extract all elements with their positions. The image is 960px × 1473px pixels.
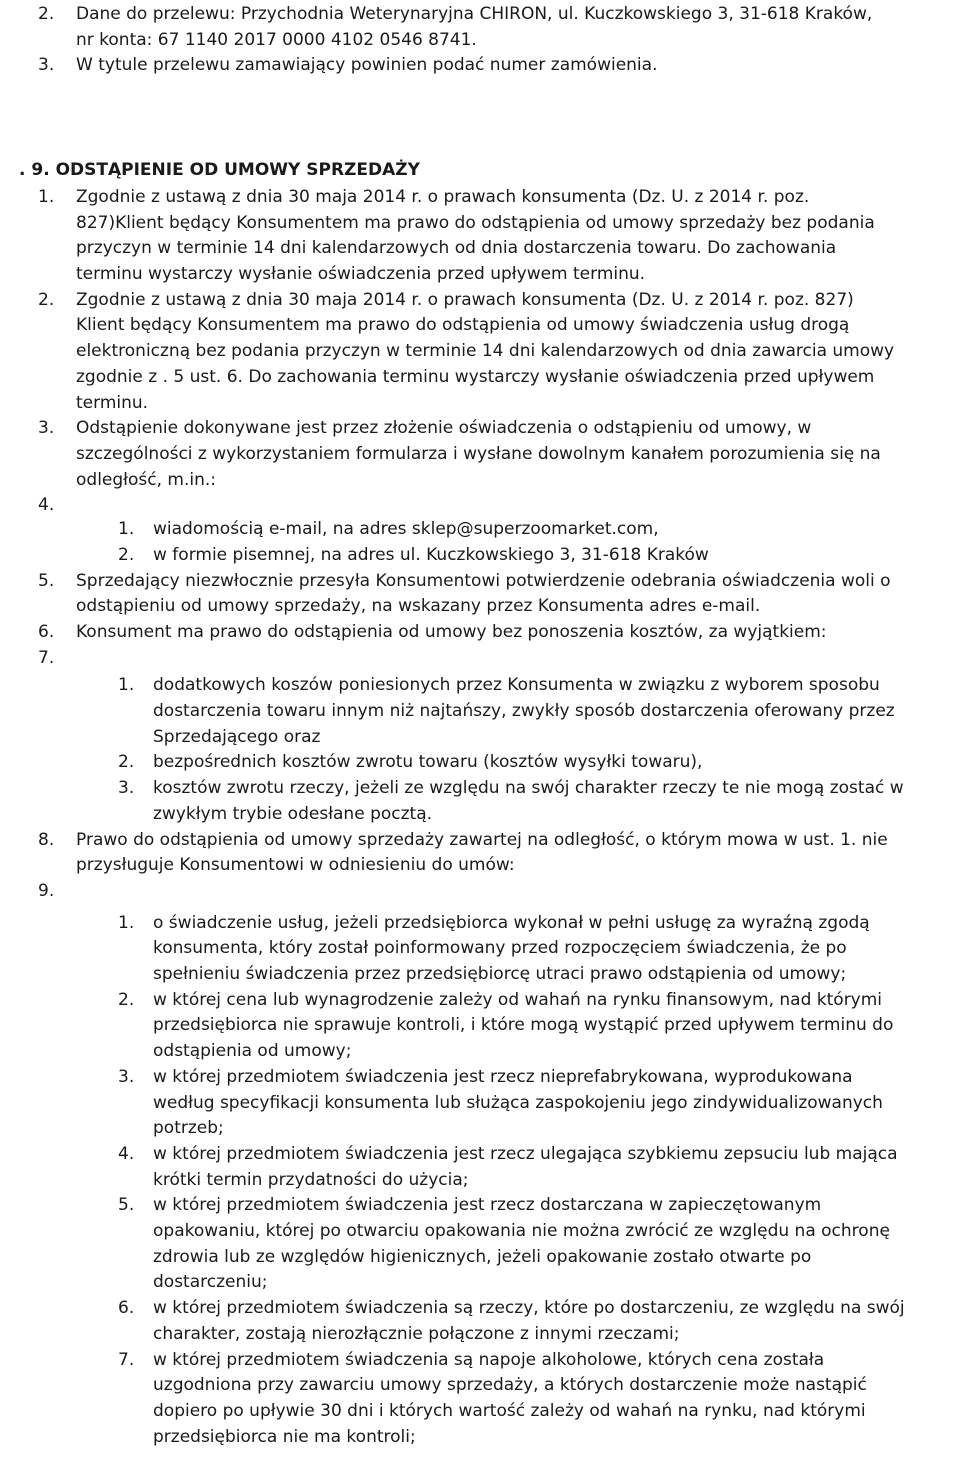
list-item-text-line: Prawo do odstąpienia od umowy sprzedaży zawartej na odległość, o którym mowa w ust. 1. nie [76, 830, 888, 850]
list-item-text-line: terminu. [76, 393, 149, 413]
list-item-number: 8. [38, 830, 55, 850]
sublist-item-text-line: krótki termin przydatności do użycia; [153, 1170, 469, 1190]
list-item-text-line: Odstąpienie dokonywane jest przez złożenie oświadczenia o odstąpieniu od umowy, w [76, 418, 812, 438]
sublist-item-text-line: kosztów zwrotu rzeczy, jeżeli ze względu na swój charakter rzeczy te nie mogą zostać w [153, 778, 904, 798]
sublist-item-number: 5. [118, 1195, 135, 1215]
top-list-item-number: 3. [38, 55, 55, 75]
sublist-item-text-line: potrzeb; [153, 1118, 224, 1138]
top-list-item-text-line: nr konta: 67 1140 2017 0000 4102 0546 8741. [76, 30, 477, 50]
sublist-item-number: 1. [118, 519, 135, 539]
sublist-item-text-line: uzgodniona przy zawarciu umowy sprzedaży, a których dostarczenie może nastąpić [153, 1375, 867, 1395]
sublist-item-text-line: w której przedmiotem świadczenia jest rzecz nieprefabrykowana, wyprodukowana [153, 1067, 853, 1087]
sublist-item-text-line: konsumenta, który został poinformowany przed rozpoczęciem świadczenia, że po [153, 938, 847, 958]
sublist-item-number: 4. [118, 1144, 135, 1164]
list-item-text-line: Zgodnie z ustawą z dnia 30 maja 2014 r. o prawach konsumenta (Dz. U. z 2014 r. poz. 827) [76, 290, 854, 310]
list-item-number: 6. [38, 622, 55, 642]
list-item-text-line: szczególności z wykorzystaniem formularza i wysłane dowolnym kanałem porozumienia się na [76, 444, 881, 464]
list-item-number: 5. [38, 571, 55, 591]
sublist-item-text-line: przedsiębiorca nie sprawuje kontroli, i które mogą wystąpić przed upływem terminu do [153, 1015, 894, 1035]
list-item-text-line: elektroniczną bez podania przyczyn w terminie 14 dni kalendarzowych od dnia zawarcia umowy [76, 341, 895, 361]
sublist-item-text-line: dostarczeniu; [153, 1272, 268, 1292]
list-item-text-line: Zgodnie z ustawą z dnia 30 maja 2014 r. o prawach konsumenta (Dz. U. z 2014 r. poz. [76, 187, 810, 207]
sublist-item-text-line: bezpośrednich kosztów zwrotu towaru (kosztów wysyłki towaru), [153, 752, 703, 772]
sublist-item-text-line: charakter, zostają nierozłącznie połączone z innymi rzeczami; [153, 1324, 680, 1344]
list-item-text-line: Konsument ma prawo do odstąpienia od umowy bez ponoszenia kosztów, za wyjątkiem: [76, 622, 827, 642]
list-item-number: 7. [38, 648, 55, 668]
sublist-item-text-line: w której cena lub wynagrodzenie zależy od wahań na rynku finansowym, nad którymi [153, 990, 883, 1010]
list-item-number: 1. [38, 187, 55, 207]
list-item-text-line: 827)Klient będący Konsumentem ma prawo do odstąpienia od umowy sprzedaży bez podania [76, 213, 875, 233]
sublist-item-text-line: w formie pisemnej, na adres ul. Kuczkowskiego 3, 31-618 Kraków [153, 545, 709, 565]
sublist-item-text-line: zwykłym trybie odesłane pocztą. [153, 804, 433, 824]
sublist-item-number: 1. [118, 913, 135, 933]
sublist-item-text-line: według specyfikacji konsumenta lub służąca zaspokojeniu jego zindywidualizowanych [153, 1093, 883, 1113]
top-list-item-text-line: W tytule przelewu zamawiający powinien podać numer zamówienia. [76, 55, 658, 75]
sublist-item-text-line: zdrowia lub ze względów higienicznych, jeżeli opakowanie zostało otwarte po [153, 1247, 812, 1267]
list-item-text-line: terminu wystarczy wysłanie oświadczenia przed upływem terminu. [76, 264, 646, 284]
sublist-item-text-line: Sprzedającego oraz [153, 727, 321, 747]
sublist-item-text-line: wiadomością e-mail, na adres sklep@superzoomarket.com, [153, 519, 659, 539]
sublist-item-number: 3. [118, 778, 135, 798]
list-item-number: 3. [38, 418, 55, 438]
sublist-item-number: 6. [118, 1298, 135, 1318]
sublist-item-text-line: w której przedmiotem świadczenia jest rzecz ulegająca szybkiemu zepsuciu lub mająca [153, 1144, 898, 1164]
list-item-text-line: Sprzedający niezwłocznie przesyła Konsumentowi potwierdzenie odebrania oświadczenia woli o [76, 571, 891, 591]
sublist-item-text-line: przedsiębiorca nie ma kontroli; [153, 1427, 416, 1447]
sublist-item-number: 7. [118, 1350, 135, 1370]
sublist-item-number: 2. [118, 545, 135, 565]
sublist-item-text-line: w której przedmiotem świadczenia są rzeczy, które po dostarczeniu, ze względu na swój [153, 1298, 905, 1318]
sublist-item-text-line: dostarczenia towaru innym niż najtańszy, zwykły sposób dostarczenia oferowany przez [153, 701, 895, 721]
list-item-number: 9. [38, 881, 55, 901]
sublist-item-number: 2. [118, 752, 135, 772]
list-item-text-line: przysługuje Konsumentowi w odniesieniu do umów: [76, 855, 515, 875]
list-item-text-line: odstąpieniu od umowy sprzedaży, na wskazany przez Konsumenta adres e-mail. [76, 596, 761, 616]
sublist-item-text-line: dopiero po upływie 30 dni i których wartość zależy od wahań na rynku, nad którymi [153, 1401, 866, 1421]
list-item-number: 4. [38, 495, 55, 515]
sublist-item-text-line: o świadczenie usług, jeżeli przedsiębiorca wykonał w pełni usługę za wyraźną zgodą [153, 913, 870, 933]
sublist-item-text-line: w której przedmiotem świadczenia jest rzecz dostarczana w zapieczętowanym [153, 1195, 822, 1215]
list-item-text-line: przyczyn w terminie 14 dni kalendarzowych od dnia dostarczenia towaru. Do zachowania [76, 238, 837, 258]
sublist-item-text-line: spełnieniu świadczenia przez przedsiębiorcę utraci prawo odstąpienia od umowy; [153, 964, 847, 984]
list-item-text-line: odległość, m.in.: [76, 470, 217, 490]
sublist-item-number: 2. [118, 990, 135, 1010]
sublist-item-text-line: dodatkowych koszów poniesionych przez Konsumenta w związku z wyborem sposobu [153, 675, 880, 695]
sublist-item-number: 3. [118, 1067, 135, 1087]
sublist-item-text-line: opakowaniu, której po otwarciu opakowania nie można zwrócić ze względu na ochronę [153, 1221, 890, 1241]
top-list-item-text-line: Dane do przelewu: Przychodnia Weterynaryjna CHIRON, ul. Kuczkowskiego 3, 31-618 Kraków, [76, 4, 873, 24]
sublist-item-number: 1. [118, 675, 135, 695]
sublist-item-text-line: w której przedmiotem świadczenia są napoje alkoholowe, których cena została [153, 1350, 825, 1370]
top-list-item-number: 2. [38, 4, 55, 24]
list-item-text-line: zgodnie z . 5 ust. 6. Do zachowania terminu wystarczy wysłanie oświadczenia przed upływem [76, 367, 875, 387]
sublist-item-text-line: odstąpienia od umowy; [153, 1041, 352, 1061]
list-item-number: 2. [38, 290, 55, 310]
list-item-text-line: Klient będący Konsumentem ma prawo do odstąpienia od umowy świadczenia usług drogą [76, 315, 850, 335]
section-heading: . 9. ODSTĄPIENIE OD UMOWY SPRZEDAŻY [19, 160, 420, 180]
